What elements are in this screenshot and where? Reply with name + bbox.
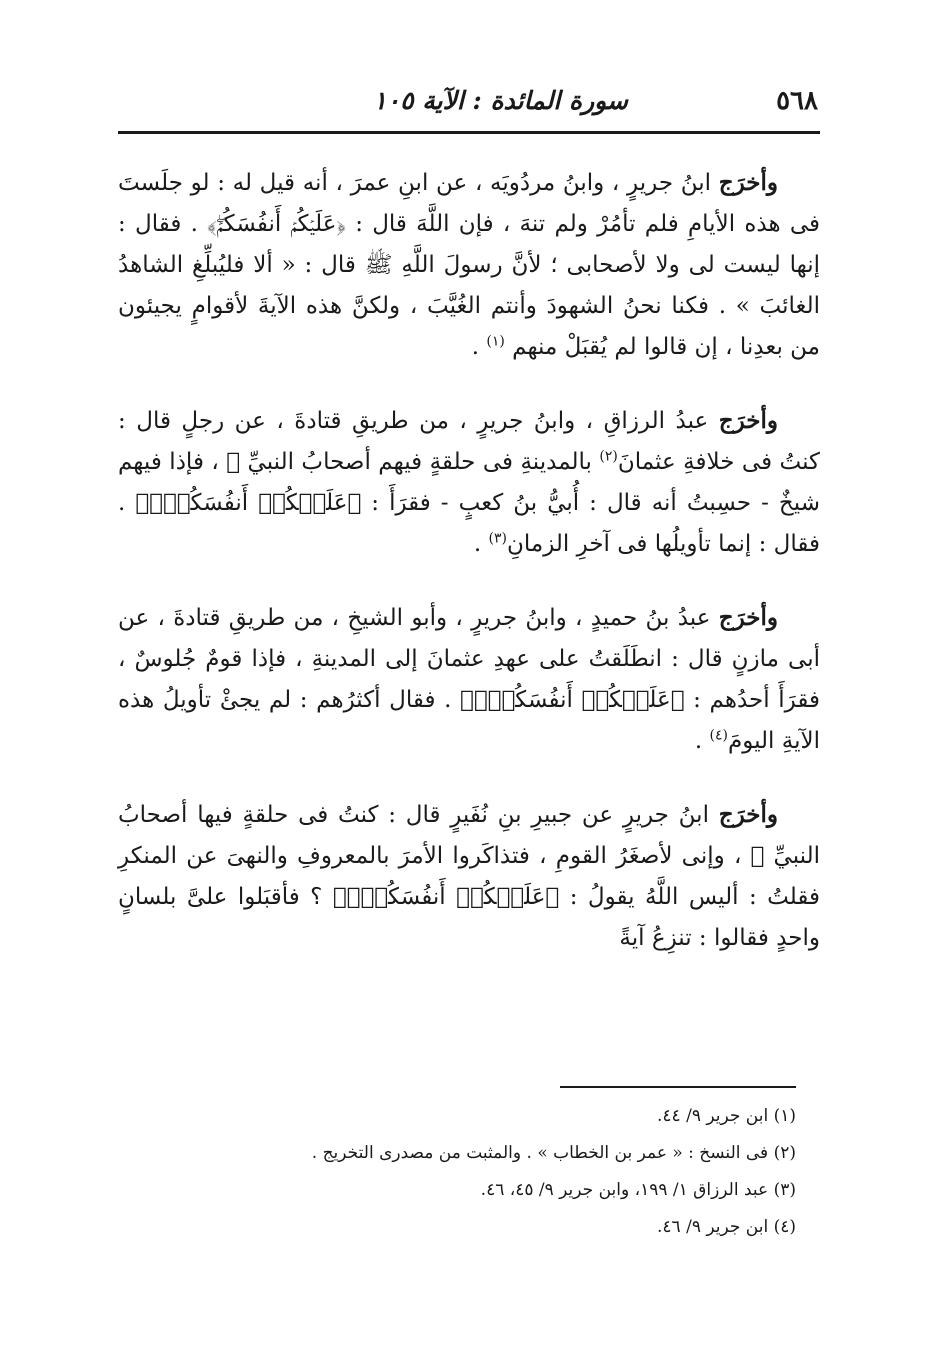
header-rule (118, 131, 820, 134)
paragraph-end: . (473, 531, 489, 557)
main-text (118, 162, 820, 991)
paragraph-text: عبدُ بنُ حميدٍ ، وابنُ جريرٍ ، وأبو الشيخِ ، من طريقِ قتادةَ ، عن أبى مازنٍ قال : انطَلَقتُ على عهدِ عثمانَ إلى المدينةِ ، فإذا قومٌ جُلوسٌ ، فقرَأَ أحدُهم : ﴿عَلَيۡكُمۡ أَنفُسَكُمۡۖ﴾ . فقال أكثرُهم : لم يجئْ تأويلُ هذه الآيةِ اليومَ (118, 605, 820, 754)
footnote-ref-2: (٢) (599, 448, 618, 465)
footnote-ref-4: (٤) (709, 727, 728, 744)
paragraph-text: عبدُ الرزاقِ ، وابنُ جريرٍ ، من طريقِ قتادةَ ، عن رجلٍ قال : كنتُ فى خلافةِ عثمانَ (118, 408, 820, 475)
paragraph-text-continued: بالمدينةِ فى حلقةٍ فيهم أصحابُ النبيِّ ﷺ ، فإذا فيهم شيخٌ - حسِبتُ أنه قال : أُبيُّ بنُ كعبٍ - فقرَأَ : ﴿عَلَيۡكُمۡ أَنفُسَكُمۡۖ﴾ . فقال : إنما تأويلُها فى آخرِ الزمانِ (118, 449, 820, 557)
footnote-1: (١) ابن جرير ٩/ ٤٤. (657, 1106, 796, 1126)
paragraph-end: . (471, 334, 487, 360)
paragraph-text: ابنُ جريرٍ عن جبيرِ بنِ نُفَيرٍ قال : كنتُ فى حلقةٍ فيها أصحابُ النبيِّ ﷺ ، وإنى لأصغَرُ القومِ ، فتذاكَروا الأمرَ بالمعروفِ والنهىَ عن المنكرِ فقلتُ : أليس اللَّهُ يقولُ : ﴿عَلَيۡكُمۡ أَنفُسَكُمۡۖ﴾ ؟ فأقبَلوا علىَّ بلسانٍ واحدٍ فقالوا : تنزِعُ آيةً (118, 802, 820, 951)
paragraph-lead: وأخرَج (718, 604, 778, 631)
page-number: ٥٦٨ (776, 86, 818, 116)
paragraph-end: . (694, 728, 710, 754)
paragraph-lead: وأخرَج (718, 407, 779, 434)
paragraph-2 (118, 400, 820, 565)
footnote-ref-3: (٣) (488, 530, 508, 547)
paragraph-3 (118, 597, 820, 762)
footnote-2: (٢) فى النسخ : « عمر بن الخطاب » . والمثبت من مصدرى التخريج . (311, 1143, 796, 1163)
footnotes (300, 1098, 796, 1246)
paragraph-lead: وأخرَج (718, 801, 778, 828)
footnote-4: (٤) ابن جرير ٩/ ٤٦. (657, 1217, 796, 1237)
footnote-rule (560, 1086, 796, 1088)
footnote-ref-1: (١) (486, 333, 505, 350)
running-head: سورة المائدة : الآية ١٠٥ (373, 86, 628, 115)
page-header (118, 82, 818, 122)
footnote-3: (٣) عبد الرزاق ١/ ١٩٩، وابن جرير ٩/ ٤٥، ٤٦. (480, 1180, 796, 1200)
paragraph-text: ابنُ جريرٍ ، وابنُ مردُويَه ، عن ابنِ عمرَ ، أنه قيل له : لو جلَستَ فى هذه الأيامِ فلم تأمُرْ ولم تنهَ ، فإن اللَّهَ قال : ﴿عَلَيۡكُمۡ أَنفُسَكُمۡۖ﴾ . فقال : إنها ليست لى ولا لأصحابى ؛ لأنَّ رسولَ اللَّهِ ﷺ قال : « ألا فليُبلِّغِ الشاهدُ الغائبَ » . فكنا نحنُ الشهودَ وأنتم الغُيَّبَ ، ولكنَّ هذه الآيةَ لأقوامٍ يجيئون من بعدِنا ، إن قالوا لم يُقبَلْ منهم (118, 170, 820, 360)
paragraph-1 (118, 162, 820, 368)
paragraph-4 (118, 794, 820, 959)
paragraph-lead: وأخرَج (718, 169, 779, 196)
